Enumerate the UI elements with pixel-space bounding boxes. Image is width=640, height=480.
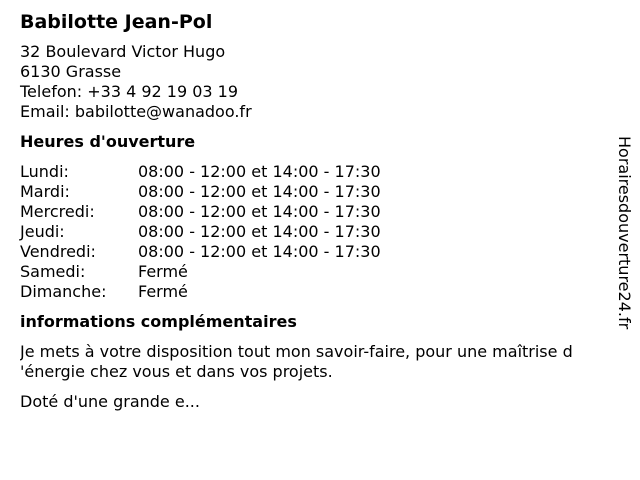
day-hours: 08:00 - 12:00 et 14:00 - 17:30 bbox=[138, 242, 381, 261]
phone-number: Telefon: +33 4 92 19 03 19 bbox=[20, 82, 239, 101]
info-excerpt: Doté d'une grande e... bbox=[20, 392, 200, 411]
day-hours: 08:00 - 12:00 et 14:00 - 17:30 bbox=[138, 202, 381, 221]
day-hours: 08:00 - 12:00 et 14:00 - 17:30 bbox=[138, 182, 381, 201]
day-label: Mercredi: bbox=[20, 202, 95, 221]
info-line-2: 'énergie chez vous et dans vos projets. bbox=[20, 362, 333, 381]
business-card bbox=[20, 10, 620, 412]
hours-table bbox=[20, 162, 620, 302]
day-hours: Fermé bbox=[138, 262, 188, 281]
hours-row bbox=[20, 262, 620, 282]
day-label: Dimanche: bbox=[20, 282, 107, 301]
hours-row bbox=[20, 242, 620, 262]
business-name: Babilotte Jean-Pol bbox=[20, 11, 213, 33]
email-address: Email: babilotte@wanadoo.fr bbox=[20, 102, 252, 121]
day-hours: Fermé bbox=[138, 282, 188, 301]
day-label: Samedi: bbox=[20, 262, 86, 281]
hours-row bbox=[20, 202, 620, 222]
info-title: informations complémentaires bbox=[20, 312, 297, 331]
day-label: Lundi: bbox=[20, 162, 69, 181]
day-hours: 08:00 - 12:00 et 14:00 - 17:30 bbox=[138, 162, 381, 181]
hours-row bbox=[20, 222, 620, 242]
address-block bbox=[20, 42, 620, 122]
hours-row bbox=[20, 162, 620, 182]
site-watermark: Horairesdouverture24.fr bbox=[615, 136, 634, 330]
info-line-1: Je mets à votre disposition tout mon savoir-faire, pour une maîtrise d bbox=[20, 342, 573, 361]
city-address: 6130 Grasse bbox=[20, 62, 122, 81]
street-address: 32 Boulevard Victor Hugo bbox=[20, 42, 226, 61]
day-label: Jeudi: bbox=[20, 222, 65, 241]
day-label: Vendredi: bbox=[20, 242, 96, 261]
hours-row bbox=[20, 182, 620, 202]
day-hours: 08:00 - 12:00 et 14:00 - 17:30 bbox=[138, 222, 381, 241]
hours-title: Heures d'ouverture bbox=[20, 132, 196, 151]
day-label: Mardi: bbox=[20, 182, 70, 201]
hours-row bbox=[20, 282, 620, 302]
info-description bbox=[20, 342, 630, 382]
